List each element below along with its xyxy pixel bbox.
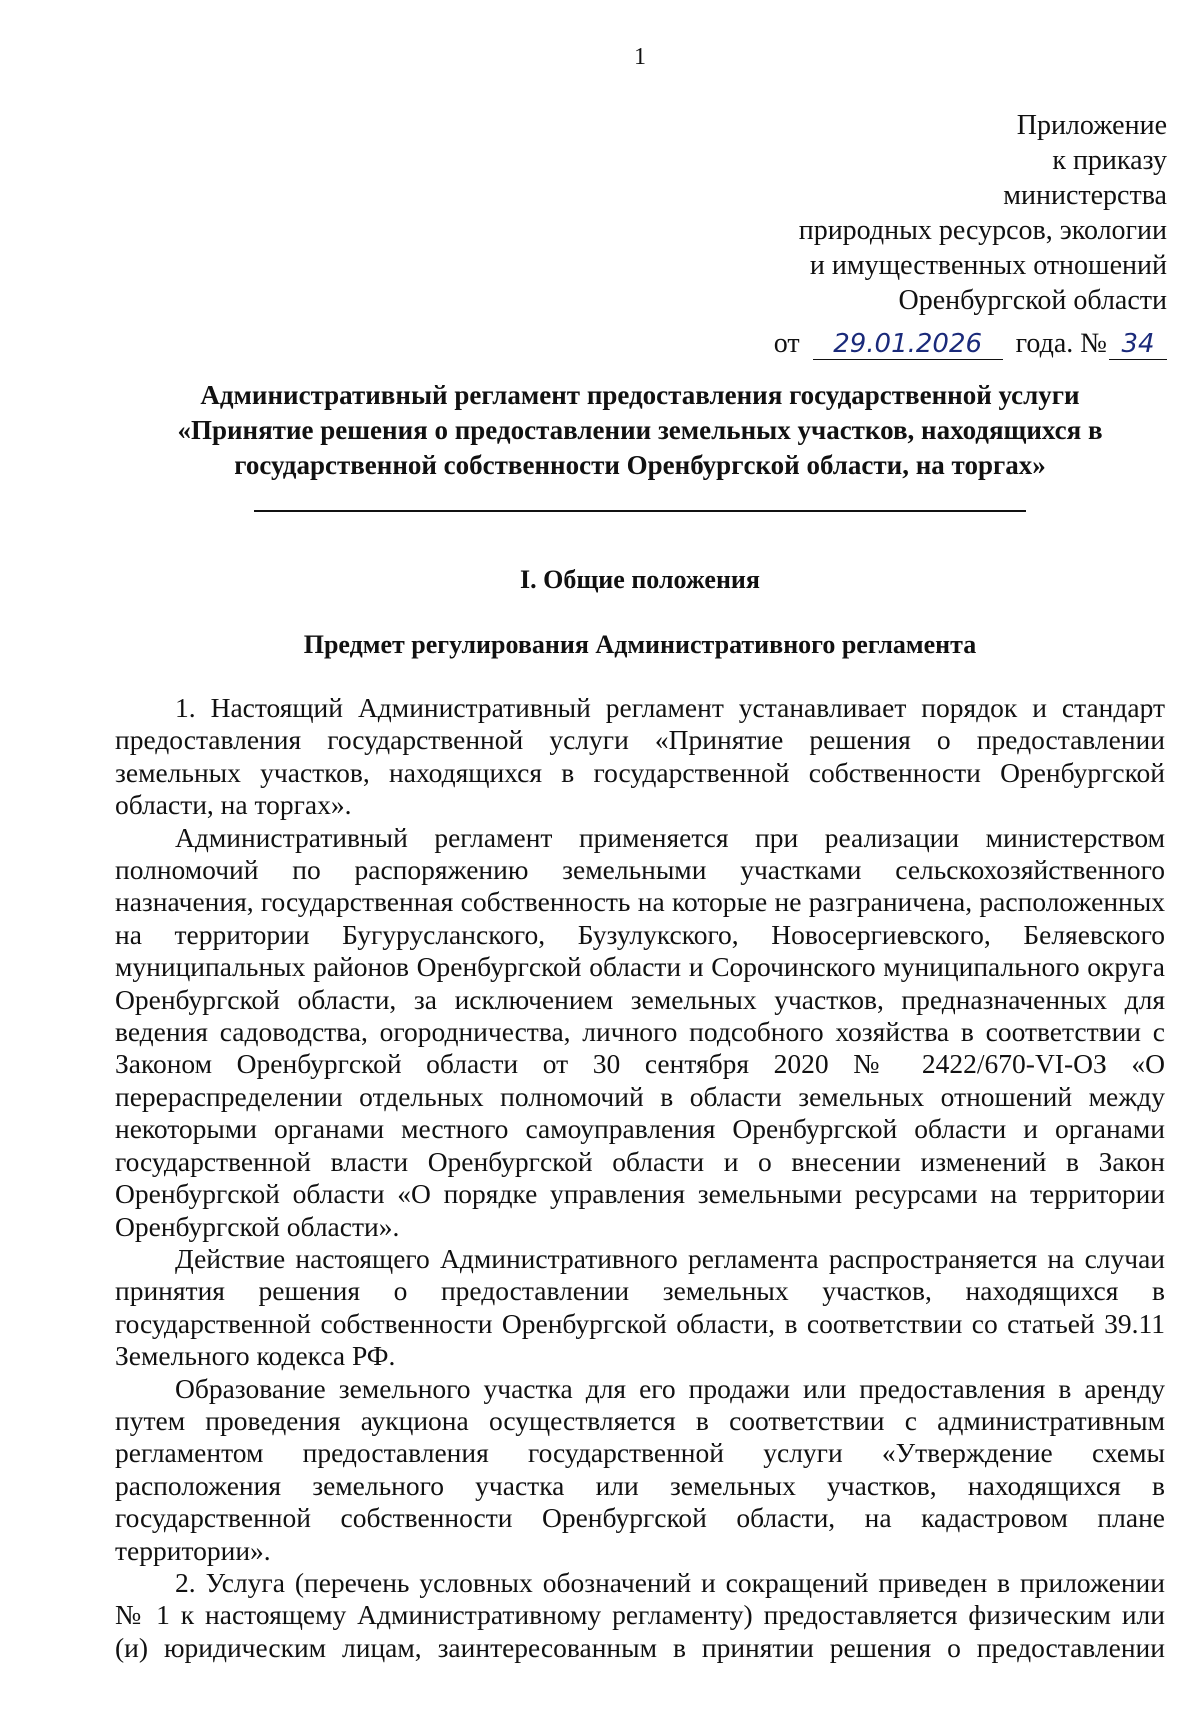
- title-line: Административный регламент предоставления государственной услуги: [200, 380, 1080, 410]
- attachment-line: природных ресурсов, экологии: [798, 215, 1167, 246]
- handwritten-number: 34: [1109, 329, 1167, 360]
- body-text: [115, 692, 1165, 1664]
- attachment-block: [799, 108, 1167, 318]
- attachment-line: Приложение: [1016, 110, 1167, 141]
- paragraph: Действие настоящего Административного регламента распространяется на случаи принятия решения о предоставлении земельных участков, находящихся в государственной собственности Оренбургской области, в соответствии со статьей 39.11 Земельного кодекса РФ.: [115, 1242, 1165, 1372]
- handwritten-date: 29.01.2026: [813, 329, 1003, 360]
- paragraph: 1. Настоящий Административный регламент устанавливает порядок и стандарт предоставления государственной услуги «Принятие решения о предоставлении земельных участков, находящихся в государственной собственности Оренбургской области, на торгах».: [115, 692, 1165, 821]
- subsection-heading: Предмет регулирования Административного регламента: [303, 630, 977, 659]
- attachment-line: и имущественных отношений: [809, 250, 1167, 281]
- title-divider: [254, 510, 1026, 512]
- title-line: «Принятие решения о предоставлении земельных участков, находящихся в: [177, 415, 1103, 445]
- paragraph: Административный регламент применяется при реализации министерством полномочий по распоряжению земельными участками сельскохозяйственного назначения, государственная собственность на которые не разграничена, расположенных на территории Бугурусланского, Бузулукского, Новосергиевского, Беляевского муниципальных районов Оренбургской области и Сорочинского муниципального округа Оренбургской области, за исключением земельных участков, предназначенных для ведения садоводства, огородничества, личного подсобного хозяйства в соответствии с Законом Оренбургской области от 30 сентября 2020 № 2422/670-VI-ОЗ «О перераспределении отдельных полномочий в области земельных отношений между некоторыми органами местного самоуправления Оренбургской области и органами государственной власти Оренбургской области и о внесении изменений в Закон Оренбургской области «О порядке управления земельными ресурсами на территории Оренбургской области».: [115, 821, 1165, 1242]
- attachment-line: к приказу: [1052, 145, 1167, 176]
- attachment-line: Оренбургской области: [898, 285, 1167, 316]
- paragraph: 2. Услуга (перечень условных обозначений и сокращений приведен в приложении № 1 к настоящему Административному регламенту) предоставляется физическим или (и) юридическим лицам, заинтересованным в принятии решения о предоставлении: [115, 1566, 1165, 1663]
- order-mid: года. №: [1015, 328, 1107, 359]
- section-heading: I. Общие положения: [520, 565, 760, 594]
- document-title: [120, 378, 1160, 483]
- paragraph: Образование земельного участка для его продажи или предоставления в аренду путем проведения аукциона осуществляется в соответствии с административным регламентом предоставления государственной услуги «Утверждение схемы расположения земельного участка или земельных участков, находящихся в государственной собственности Оренбургской области, на кадастровом плане территории».: [115, 1372, 1165, 1566]
- attachment-line: министерства: [1003, 180, 1167, 211]
- order-prefix: от: [773, 328, 800, 359]
- order-date-line: [774, 328, 1167, 360]
- page-number: 1: [634, 44, 646, 70]
- title-line: государственной собственности Оренбургской области, на торгах»: [234, 450, 1046, 480]
